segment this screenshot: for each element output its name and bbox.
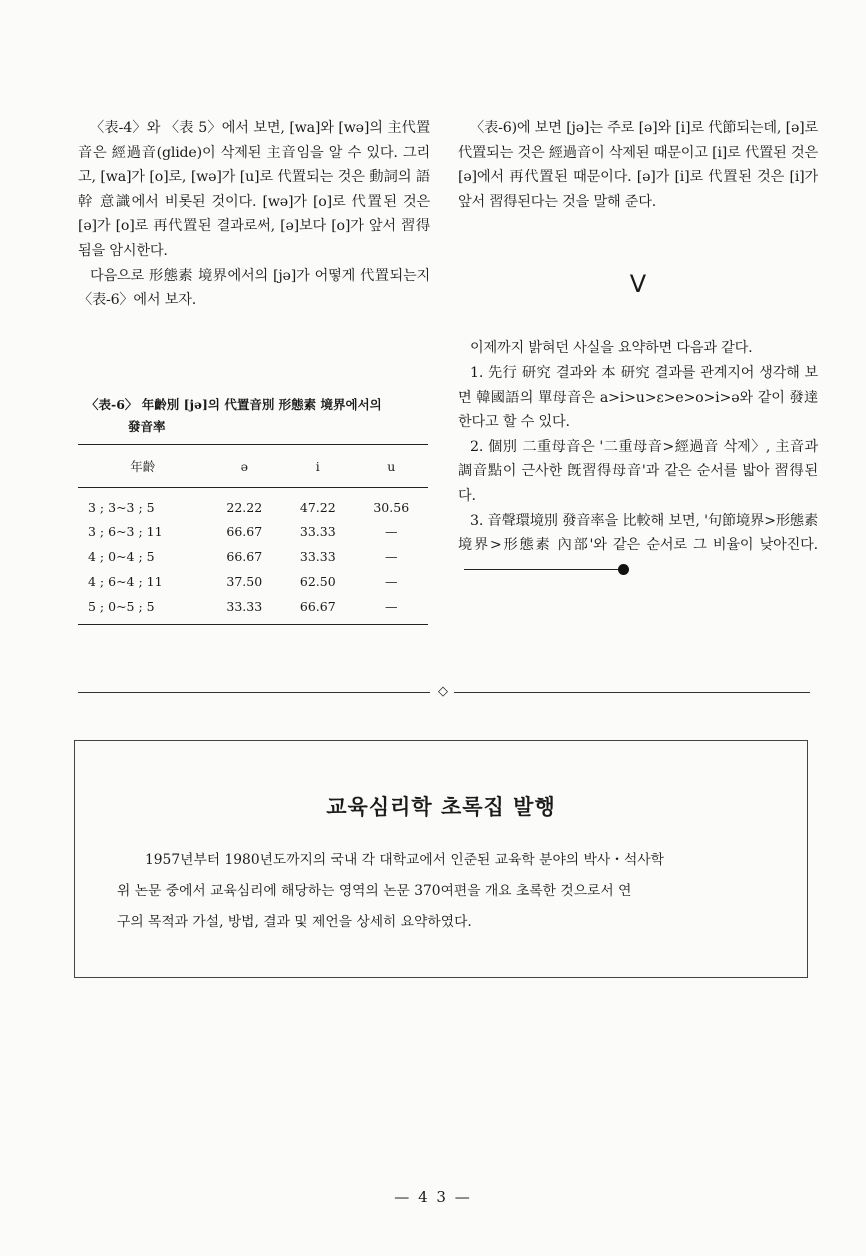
table-cell: 3 ; 3~3 ; 5 xyxy=(88,499,155,515)
section-heading: V xyxy=(629,270,647,298)
notice-body-line-1: 1957년부터 1980년도까지의 국내 각 대학교에서 인준된 교육학 분야의 박사・석사학 xyxy=(145,852,664,868)
table-row xyxy=(78,544,428,569)
right-column xyxy=(458,116,818,582)
divider-line-left xyxy=(78,692,430,693)
table-cell: 33.33 xyxy=(208,594,281,625)
table-cell: 37.50 xyxy=(226,574,263,589)
table-cell: 66.67 xyxy=(226,549,263,564)
table-cell: 33.33 xyxy=(299,524,336,539)
end-mark-icon xyxy=(464,569,624,570)
divider-line-right xyxy=(454,692,810,693)
header-schwa: ə xyxy=(208,445,281,488)
page-number: — 4 3 — xyxy=(394,1188,472,1206)
table-header-row xyxy=(78,445,428,488)
right-paragraph-1: 〈表-6)에 보면 [jə]는 주로 [ə]와 [i]로 代節되는데, [ə]로 代置되는 것은 經過音이 삭제된 때문이고 [i]로 代置된 것은 [ə]에서 再代置된 때문이다. [ə]가 [i]로 代置된 것은 [i]가 앞서 習得된다는 것을 말해 준다. xyxy=(458,120,818,210)
table-cell: — xyxy=(385,549,398,564)
summary-item-3-text: 3. 音聲環境別 發音率을 比較해 보면, '句節境界>形態素 境界>形態素 內部'와 같은 순서로 그 비율이 낮아진다. xyxy=(458,512,818,554)
summary-item-3 xyxy=(458,509,818,583)
notice-body-line-2: 위 논문 중에서 교육심리에 해당하는 영역의 논문 370여편을 개요 초록한 것으로서 연 xyxy=(117,883,632,899)
summary-item-1: 1. 先行 研究 결과와 本 研究 결과를 관계지어 생각해 보면 韓國語의 單母音은 a>i>u>ε>e>o>i>ə와 같이 發達한다고 할 수 있다. xyxy=(458,364,818,431)
table-cell: 22.22 xyxy=(226,499,263,515)
table-cell: — xyxy=(385,574,398,589)
table-cell: 5 ; 0~5 ; 5 xyxy=(78,594,208,625)
table-cell: — xyxy=(385,524,398,539)
table-caption-line2: 發音率 xyxy=(128,419,166,434)
table-cell: 33.33 xyxy=(299,549,336,564)
table-cell: 4 ; 0~4 ; 5 xyxy=(88,549,155,564)
notice-body xyxy=(117,845,767,938)
left-paragraph-2: 다음으로 形態素 境界에서의 [jə]가 어떻게 代置되는지 〈表-6〉에서 보자. xyxy=(78,267,430,309)
table-row xyxy=(78,569,428,594)
table-row xyxy=(78,594,428,625)
diamond-icon: ◇ xyxy=(438,684,448,699)
header-i: i xyxy=(281,445,354,488)
notice-body-line-3: 구의 목적과 가설, 방법, 결과 및 제언을 상세히 요약하였다. xyxy=(117,914,472,930)
header-age: 年齡 xyxy=(78,445,208,488)
table-caption-line1: 〈表-6〉 年齡別 [jə]의 代置音別 形態素 境界에서의 xyxy=(86,397,382,412)
table-row xyxy=(78,488,428,520)
table-caption xyxy=(86,394,426,438)
table-cell: 4 ; 6~4 ; 11 xyxy=(88,574,163,589)
table-cell: 66.67 xyxy=(281,594,354,625)
table-cell: 66.67 xyxy=(226,524,263,539)
table-cell: 3 ; 6~3 ; 11 xyxy=(88,524,163,539)
table-cell: — xyxy=(355,594,428,625)
header-u: u xyxy=(355,445,428,488)
left-column xyxy=(78,116,430,313)
left-paragraph-1: 〈表-4〉와 〈表 5〉에서 보면, [wa]와 [wə]의 主代置音은 經過音(glide)이 삭제된 主音임을 알 수 있다. 그리고, [wa]가 [o]로, [wə]가 [u]로 代置되는 것은 動詞의 語幹 意識에서 비롯된 것이다. [wə]가 [o]로 代置된 것은 [ə]가 [o]로 再代置된 결과로써, [ə]보다 [o]가 앞서 習得됨을 암시한다. xyxy=(78,120,430,259)
pronunciation-rate-table xyxy=(78,444,428,625)
table-cell: 30.56 xyxy=(373,499,410,515)
notice-title: 교육심리학 초록집 발행 xyxy=(326,795,556,819)
table-row xyxy=(78,519,428,544)
table-cell: 47.22 xyxy=(299,499,336,515)
table-cell: 62.50 xyxy=(299,574,336,589)
notice-box xyxy=(74,740,808,978)
summary-item-2: 2. 個別 二重母音은 '二重母音>經過音 삭제〉, 主音과 調音點이 근사한 旣習得母音'과 같은 순서를 밟아 習得된다. xyxy=(458,438,818,504)
right-paragraph-2: 이제까지 밝혀던 사실을 요약하면 다음과 같다. xyxy=(470,340,753,357)
